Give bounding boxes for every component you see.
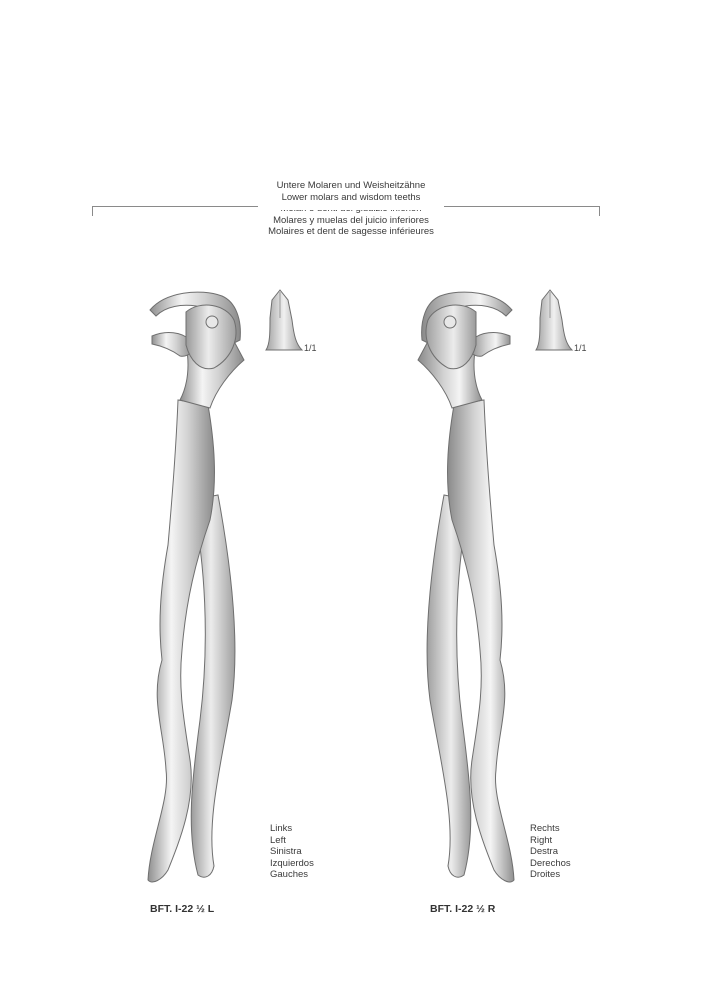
- left-tip-detail: [266, 290, 302, 350]
- right-side-list: [530, 823, 571, 881]
- left-side-de: Links: [270, 823, 293, 834]
- forceps-right: [418, 292, 514, 882]
- left-side-fr: Gauches: [270, 869, 309, 880]
- left-hinge-screw: [206, 316, 218, 328]
- left-product-code: BFT. I-22 ½ L: [150, 903, 215, 915]
- right-side-de: Rechts: [530, 823, 560, 834]
- right-side-en: Right: [530, 834, 553, 846]
- right-side-it: Destra: [530, 846, 558, 857]
- header-line-de: Untere Molaren und Weisheitzähne: [276, 180, 426, 191]
- left-side-en: Left: [270, 834, 286, 846]
- header-line-es: Molares y muelas del juicio inferiores: [273, 214, 429, 226]
- right-side-fr: Droites: [530, 869, 561, 880]
- right-scale-label: 1/1: [574, 343, 587, 353]
- right-product-code: BFT. I-22 ½ R: [430, 903, 496, 915]
- left-side-es: Izquierdos: [270, 857, 314, 869]
- header-line-en: Lower molars and wisdom teeths: [281, 191, 421, 203]
- left-side-list: [270, 823, 314, 881]
- forceps-left: [148, 292, 244, 882]
- right-side-es: Derechos: [530, 857, 571, 869]
- right-hinge-screw: [444, 316, 456, 328]
- header-line-fr: Molaires et dent de sagesse inférieures: [268, 226, 434, 237]
- left-scale-label: 1/1: [304, 343, 317, 353]
- left-side-it: Sinistra: [270, 846, 302, 857]
- right-tip-detail: [536, 290, 572, 350]
